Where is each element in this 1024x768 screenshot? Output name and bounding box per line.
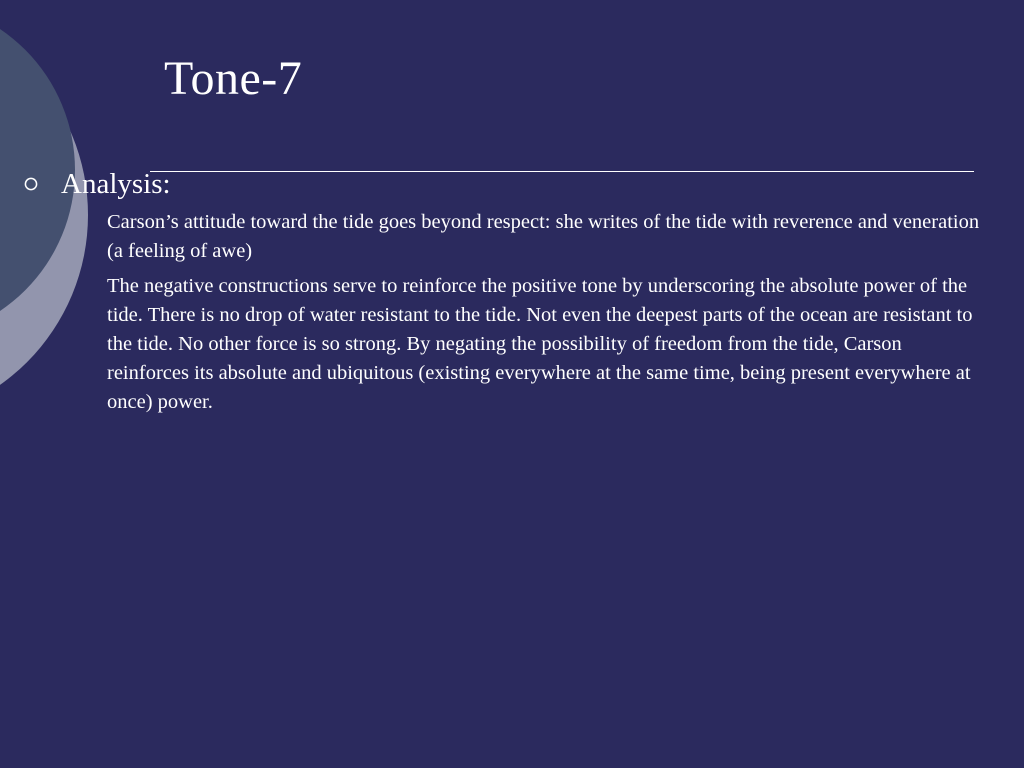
sub-point-2: The negative constructions serve to reinforce the positive tone by underscoring the absolute power of the tide. There is no drop of water resistant to the tide. Not even the deepest parts of the ocean are resistant to the tide. No other force is so strong. By negating the possibility of freedom from the tide, Carson reinforces its absolute and ubiquitous (existing everywhere at the same time, being present everywhere at once) power. bbox=[107, 275, 973, 413]
bullet-label: Analysis: bbox=[61, 168, 171, 200]
slide-title: Tone-7 bbox=[164, 52, 303, 105]
hollow-circle-bullet-icon bbox=[24, 177, 38, 191]
sub-point-1: Carson’s attitude toward the tide goes beyond respect: she writes of the tide with reverence and veneration (a feeling of awe) bbox=[107, 211, 980, 262]
title-divider bbox=[150, 171, 974, 172]
